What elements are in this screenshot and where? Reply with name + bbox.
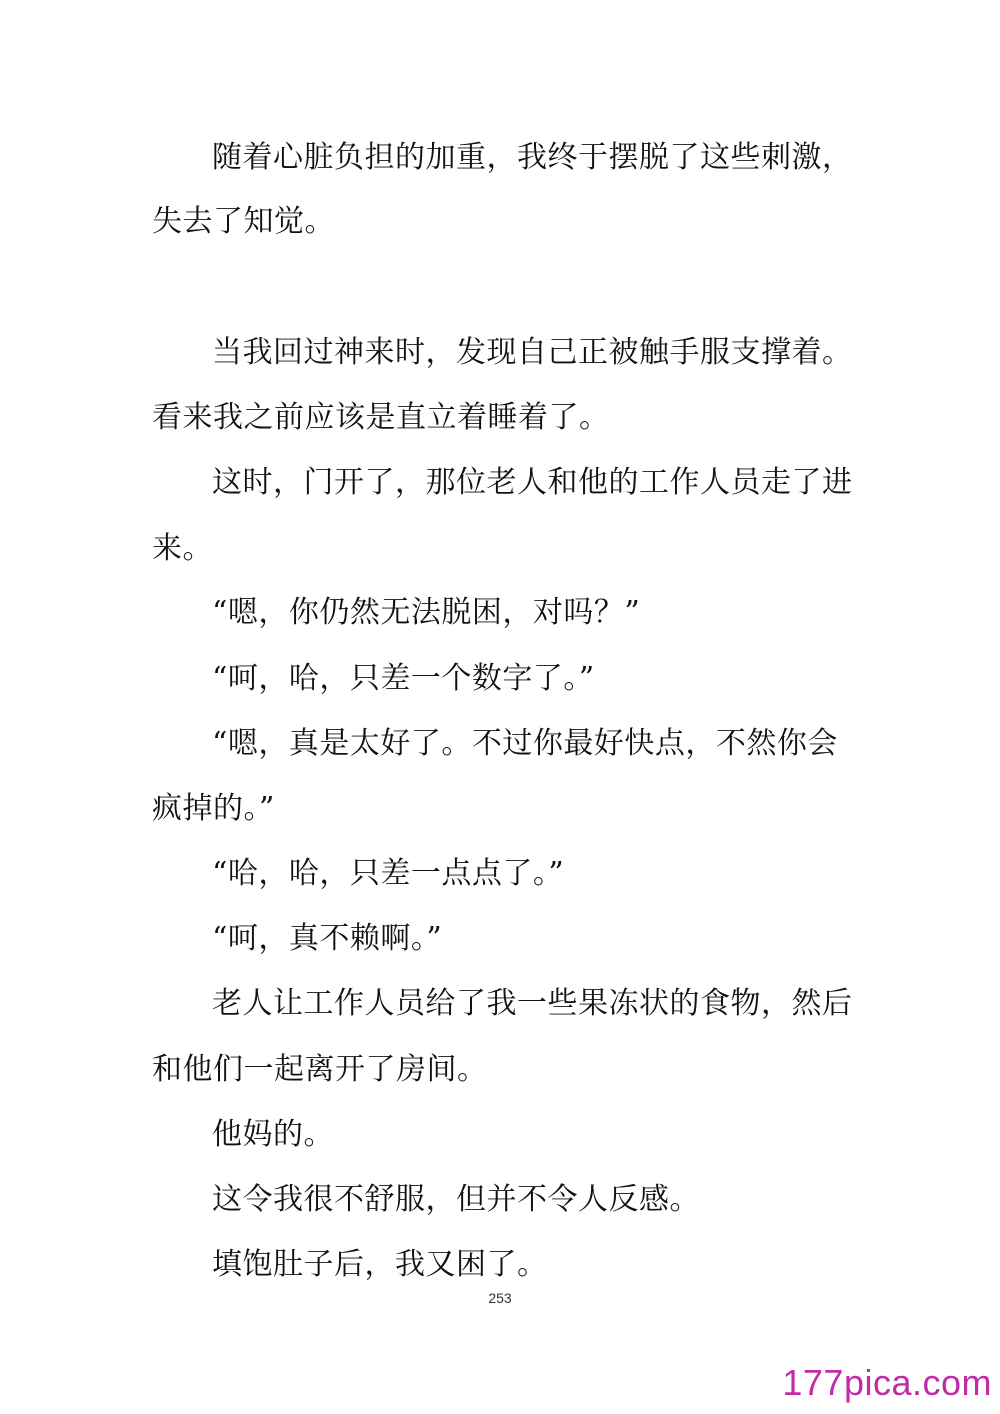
text-line: 当我回过神来时，发现自己正被触手服支撑着。 (212, 335, 853, 370)
page-number: 253 (488, 1290, 512, 1306)
text-line: “嗯，你仍然无法脱困，对吗？” (212, 595, 641, 630)
text-line: 失去了知觉。 (152, 204, 335, 239)
text-line: 这令我很不舒服，但并不令人反感。 (212, 1182, 700, 1217)
text-line: “嗯，真是太好了。不过你最好快点，不然你会 (212, 726, 838, 761)
text-line: “哈，哈，只差一点点了。” (212, 856, 565, 891)
watermark: 177pica.com (782, 1362, 992, 1403)
text-line: 和他们一起离开了房间。 (152, 1052, 488, 1087)
text-line: 来。 (152, 531, 213, 566)
text-line: 看来我之前应该是直立着睡着了。 (152, 400, 610, 435)
text-line: 这时，门开了，那位老人和他的工作人员走了进 (212, 465, 853, 500)
text-line: 老人让工作人员给了我一些果冻状的食物，然后 (212, 986, 853, 1021)
text-line: 填饱肚子后，我又困了。 (212, 1247, 548, 1282)
text-line: “呵，哈，只差一个数字了。” (212, 661, 595, 696)
text-line: “呵，真不赖啊。” (212, 921, 443, 956)
text-line: 疯掉的。” (152, 791, 275, 826)
text-line: 他妈的。 (212, 1117, 334, 1152)
text-line: 随着心脏负担的加重，我终于摆脱了这些刺激， (212, 140, 853, 175)
